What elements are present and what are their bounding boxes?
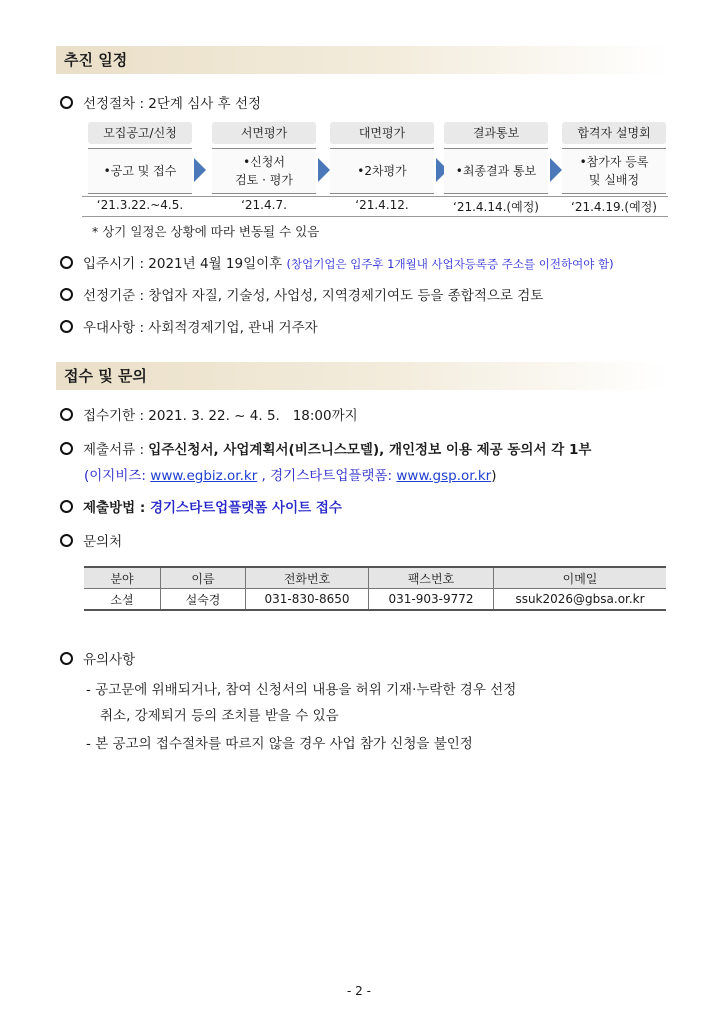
circle-bullet-icon [60, 288, 73, 301]
step-line: 검토 · 평가 [235, 173, 293, 187]
step-date: ‘21.4.7. [241, 198, 287, 212]
arrow-right-icon [318, 158, 330, 182]
contact-line [60, 532, 122, 552]
step-title: 서면평가 [212, 122, 316, 144]
table-cell: 설숙경 [161, 589, 246, 611]
table-cell: 031-830-8650 [246, 589, 369, 611]
divider [82, 216, 668, 217]
selection-process-text: 선정절차 : 2단계 심사 후 선정 [83, 96, 262, 112]
table-cell: 소셜 [84, 589, 161, 611]
documents-label: 제출서류 : [83, 442, 149, 458]
step-date: ‘21.4.12. [355, 198, 409, 212]
step-title: 대면평가 [330, 122, 434, 144]
table-header-cell: 이메일 [494, 567, 667, 589]
circle-bullet-icon [60, 534, 73, 547]
method-line [60, 498, 342, 518]
step-box [330, 148, 434, 194]
schedule-note: * 상기 일정은 상황에 따라 변동될 수 있음 [92, 224, 320, 239]
caution-label: 유의사항 [83, 652, 136, 668]
table-row [84, 589, 666, 611]
section-header-contact [56, 362, 668, 390]
caution-item-2: - 본 공고의 접수절차를 따르지 않을 경우 사업 참가 신청을 불인정 [86, 736, 473, 752]
deadline-text: 접수기한 : 2021. 3. 22. ~ 4. 5. 18:00까지 [83, 408, 358, 424]
step-line: •참가자 등록 [579, 155, 649, 169]
documents-value: 입주신청서, 사업계획서(비즈니스모델), 개인정보 이용 제공 동의서 각 1부 [148, 442, 592, 458]
step-date: ‘21.4.19.(예정) [571, 200, 657, 214]
circle-bullet-icon [60, 408, 73, 421]
circle-bullet-icon [60, 652, 73, 665]
criteria-text: 선정기준 : 창업자 자질, 기술성, 사업성, 지역경제기여도 등을 종합적으로 검토 [83, 288, 544, 304]
selection-process-line [60, 94, 261, 114]
circle-bullet-icon [60, 256, 73, 269]
links-mid-text: , 경기스타트업플랫폼: [257, 468, 397, 484]
table-cell: 031-903-9772 [369, 589, 494, 611]
caution-line [60, 650, 135, 670]
deadline-line [60, 406, 358, 426]
section-header-schedule [56, 46, 668, 74]
step-title: 결과통보 [444, 122, 548, 144]
table-header-cell: 전화번호 [246, 567, 369, 589]
circle-bullet-icon [60, 96, 73, 109]
gsp-link[interactable]: www.gsp.or.kr [396, 468, 492, 484]
arrow-right-icon [550, 158, 562, 182]
step-date: ‘21.4.14.(예정) [453, 200, 539, 214]
table-header-cell: 이름 [161, 567, 246, 589]
step-line: •2차평가 [357, 164, 407, 178]
step-line: •신청서 [243, 155, 285, 169]
criteria-line [60, 286, 543, 306]
move-in-text: 입주시기 : 2021년 4월 19일이후 [83, 256, 283, 272]
circle-bullet-icon [60, 442, 73, 455]
method-label: 제출방법 : [83, 500, 150, 516]
step-title: 모집공고/신청 [88, 122, 192, 144]
table-header-cell: 분야 [84, 567, 161, 589]
documents-links-line [84, 466, 497, 486]
step-box [562, 148, 666, 194]
step-line: 및 실배정 [588, 173, 640, 187]
step-box [212, 148, 316, 194]
arrow-right-icon [194, 158, 206, 182]
documents-line [60, 440, 591, 460]
preference-line [60, 318, 318, 338]
egbiz-link[interactable]: www.egbiz.or.kr [150, 468, 258, 484]
caution-item-1a: - 공고문에 위배되거나, 참여 신청서의 내용을 허위 기재·누락한 경우 선정 [86, 682, 517, 698]
step-line: •최종결과 통보 [455, 164, 537, 178]
page-number: - 2 - [347, 984, 371, 998]
preference-text: 우대사항 : 사회적경제기업, 관내 거주자 [83, 320, 318, 336]
divider [82, 196, 668, 197]
step-title: 합격자 설명회 [562, 122, 666, 144]
caution-item-1b: 취소, 강제퇴거 등의 조치를 받을 수 있음 [100, 708, 339, 724]
section-title: 추진 일정 [64, 51, 128, 69]
move-in-line [60, 254, 614, 274]
circle-bullet-icon [60, 500, 73, 513]
table-header-cell: 팩스번호 [369, 567, 494, 589]
circle-bullet-icon [60, 320, 73, 333]
contact-table [84, 566, 666, 611]
links-open-text: (이지비즈: [84, 468, 151, 484]
move-in-note: (창업기업은 입주후 1개월내 사업자등록증 주소를 이전하여야 함) [286, 257, 614, 271]
method-value: 경기스타트업플랫폼 사이트 접수 [149, 500, 342, 516]
table-header-row [84, 567, 666, 589]
links-close-text: ) [491, 468, 497, 484]
step-date: ‘21.3.22.~4.5. [96, 198, 184, 212]
step-box [444, 148, 548, 194]
table-cell: ssuk2026@gbsa.or.kr [494, 589, 667, 611]
contact-label: 문의처 [83, 534, 123, 550]
step-box [88, 148, 192, 194]
section-title: 접수 및 문의 [64, 367, 147, 385]
step-line: •공고 및 접수 [103, 164, 177, 178]
